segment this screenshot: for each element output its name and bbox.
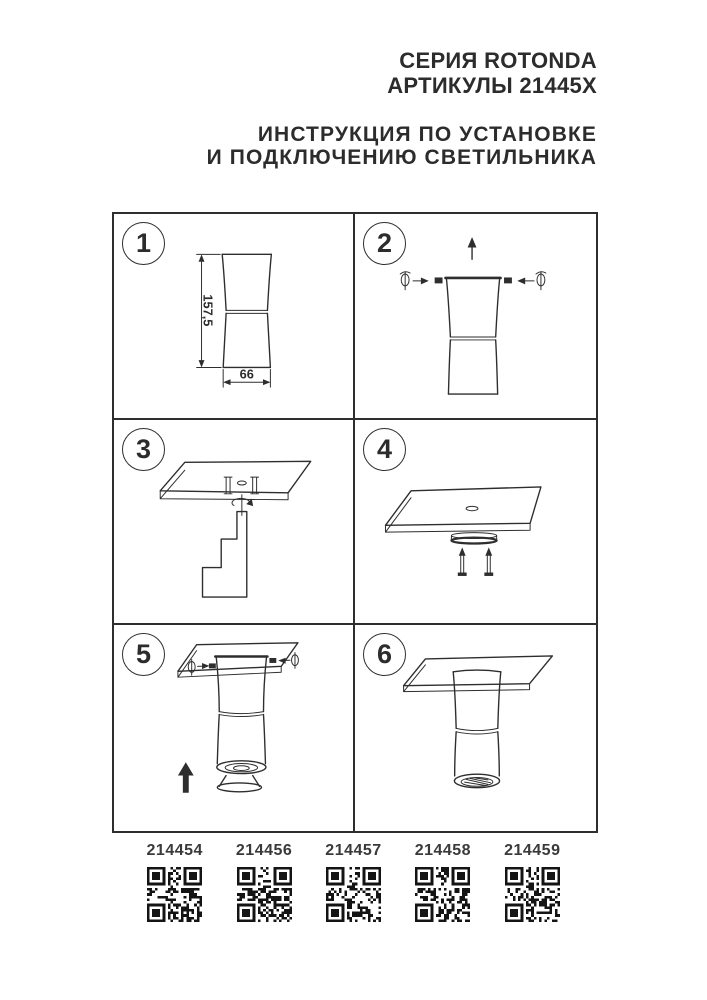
- step-4-cell: [355, 420, 596, 626]
- header: [207, 48, 597, 169]
- rotation-arrow-icon: [232, 494, 253, 515]
- ceiling-plate: [404, 656, 553, 692]
- dimension-height-label: 157,5: [200, 294, 216, 327]
- instruction-title-line1: ИНСТРУКЦИЯ ПО УСТАНОВКЕ: [257, 123, 597, 146]
- qr-code: [326, 867, 381, 922]
- steps-grid: [112, 212, 598, 833]
- dimension-width-label: 66: [239, 366, 254, 382]
- series-title: СЕРИЯ ROTONDA: [399, 48, 597, 73]
- step-4-badge: 4: [363, 428, 406, 471]
- qr-item: [504, 842, 560, 922]
- qr-item: [147, 842, 203, 922]
- qr-code: [505, 867, 560, 922]
- qr-item: [325, 842, 381, 922]
- luminaire-body: [453, 670, 501, 788]
- instruction-title-line2: И ПОДКЛЮЧЕНИЮ СВЕТИЛЬНИКА: [206, 146, 597, 169]
- qr-article-number: 214454: [146, 842, 203, 859]
- qr-code: [237, 867, 292, 922]
- dimension-width: [223, 366, 270, 387]
- dimension-height: [197, 254, 222, 367]
- screw-icon-left: [400, 272, 442, 290]
- qr-code: [415, 867, 470, 922]
- up-arrow-icon: [468, 237, 477, 259]
- luminaire-body: [445, 278, 500, 394]
- step-5-badge: 5: [122, 633, 165, 676]
- ceiling-plate: [160, 461, 310, 499]
- screw-icon-right: [484, 547, 493, 576]
- qr-article-number: 214459: [504, 842, 561, 859]
- qr-code: [147, 867, 202, 922]
- step-2-cell: [355, 214, 596, 420]
- qr-article-number: 214457: [325, 842, 382, 859]
- mounting-ring: [451, 532, 496, 543]
- screw-icon-left: [458, 547, 467, 576]
- step-2-badge: 2: [363, 222, 406, 265]
- luminaire-front-view: [222, 254, 271, 367]
- step-6-cell: [355, 625, 596, 831]
- step-1-cell: [114, 214, 355, 420]
- qr-article-number: 214456: [235, 842, 293, 859]
- qr-item: [415, 842, 471, 922]
- screw-icon-right: [269, 653, 298, 669]
- qr-item: [236, 842, 292, 922]
- step-3-cell: [114, 420, 355, 626]
- step-1-badge: 1: [122, 222, 165, 265]
- lamp-face-hatching: [465, 778, 491, 785]
- screw-icon-right: [504, 272, 546, 290]
- screw-icon-left: [188, 660, 216, 676]
- qr-article-number: 214458: [414, 842, 472, 859]
- step-6-badge: 6: [363, 633, 406, 676]
- qr-row: [0, 842, 707, 922]
- articles-title: АРТИКУЛЫ 21445X: [387, 73, 597, 98]
- ceiling-plate: [385, 487, 540, 532]
- lamp-bulb: [217, 776, 261, 792]
- stepped-bracket: [203, 511, 247, 597]
- up-arrow-icon: [178, 763, 194, 793]
- instruction-title: [207, 123, 597, 169]
- step-5-cell: [114, 625, 355, 831]
- step-3-badge: 3: [122, 428, 165, 471]
